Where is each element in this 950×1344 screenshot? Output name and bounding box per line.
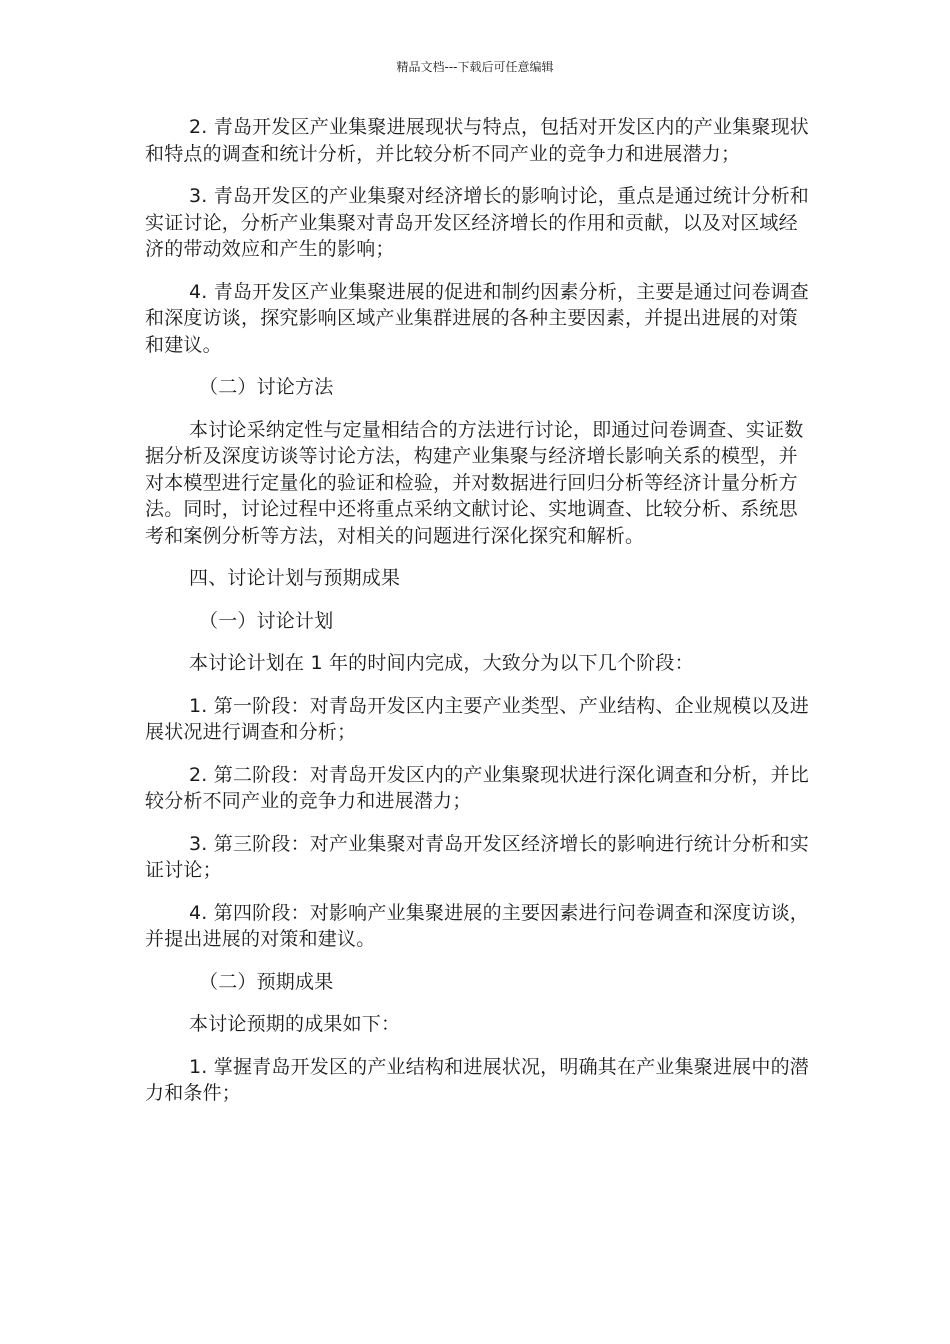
subsection-heading: （二）预期成果 xyxy=(199,970,334,993)
list-item: 2. 第二阶段：对青岛开发区内的产业集聚现状进行深化调查和分析，并比较分析不同产业的竞争力和进展潜力； xyxy=(145,763,809,812)
body-paragraph: 本讨论预期的成果如下： xyxy=(189,1013,401,1035)
list-item: 1. 掌握青岛开发区的产业结构和进展状况，明确其在产业集聚进展中的潜力和条件； xyxy=(145,1055,809,1104)
list-item: 4. 第四阶段：对影响产业集聚进展的主要因素进行问卷调查和深度访谈，并提出进展的对策和建议。 xyxy=(145,901,809,950)
body-paragraph: 本讨论计划在 1 年的时间内完成，大致分为以下几个阶段： xyxy=(189,652,694,674)
page-header: 精品文档---下载后可任意编辑 xyxy=(396,60,554,74)
body-paragraph: 本讨论采纳定性与定量相结合的方法进行讨论，即通过问卷调查、实证数据分析及深度访谈等讨论方法，构建产业集聚与经济增长影响关系的模型，并对本模型进行定量化的验证和检验，并对数据进行回归分析等经济计量分析方法。同时，讨论过程中还将重点采纳文献讨论、实地调查、比较分析、系统思考和案例分析等方法，对相关的问题进行深化探究和解析。 xyxy=(145,418,804,547)
list-item: 3. 第三阶段：对产业集聚对青岛开发区经济增长的影响进行统计分析和实证讨论； xyxy=(145,832,809,881)
subsection-heading: （一）讨论计划 xyxy=(199,609,334,632)
list-item: 2. 青岛开发区产业集聚进展现状与特点，包括对开发区内的产业集聚现状和特点的调查和统计分析，并比较分析不同产业的竞争力和进展潜力； xyxy=(145,116,809,165)
section-heading: 四、讨论计划与预期成果 xyxy=(189,567,401,589)
subsection-heading: （二）讨论方法 xyxy=(199,376,334,398)
document-body xyxy=(145,114,810,1123)
list-item: 1. 第一阶段：对青岛开发区内主要产业类型、产业结构、企业规模以及进展状况进行调查和分析； xyxy=(145,694,809,743)
list-item: 4. 青岛开发区产业集聚进展的促进和制约因素分析，主要是通过问卷调查和深度访谈，探究影响区域产业集群进展的各种主要因素，并提出进展的对策和建议。 xyxy=(145,280,809,356)
list-item: 3. 青岛开发区的产业集聚对经济增长的影响讨论，重点是通过统计分析和实证讨论，分析产业集聚对青岛开发区经济增长的作用和贡献，以及对区域经济的带动效应和产生的影响； xyxy=(145,185,809,260)
